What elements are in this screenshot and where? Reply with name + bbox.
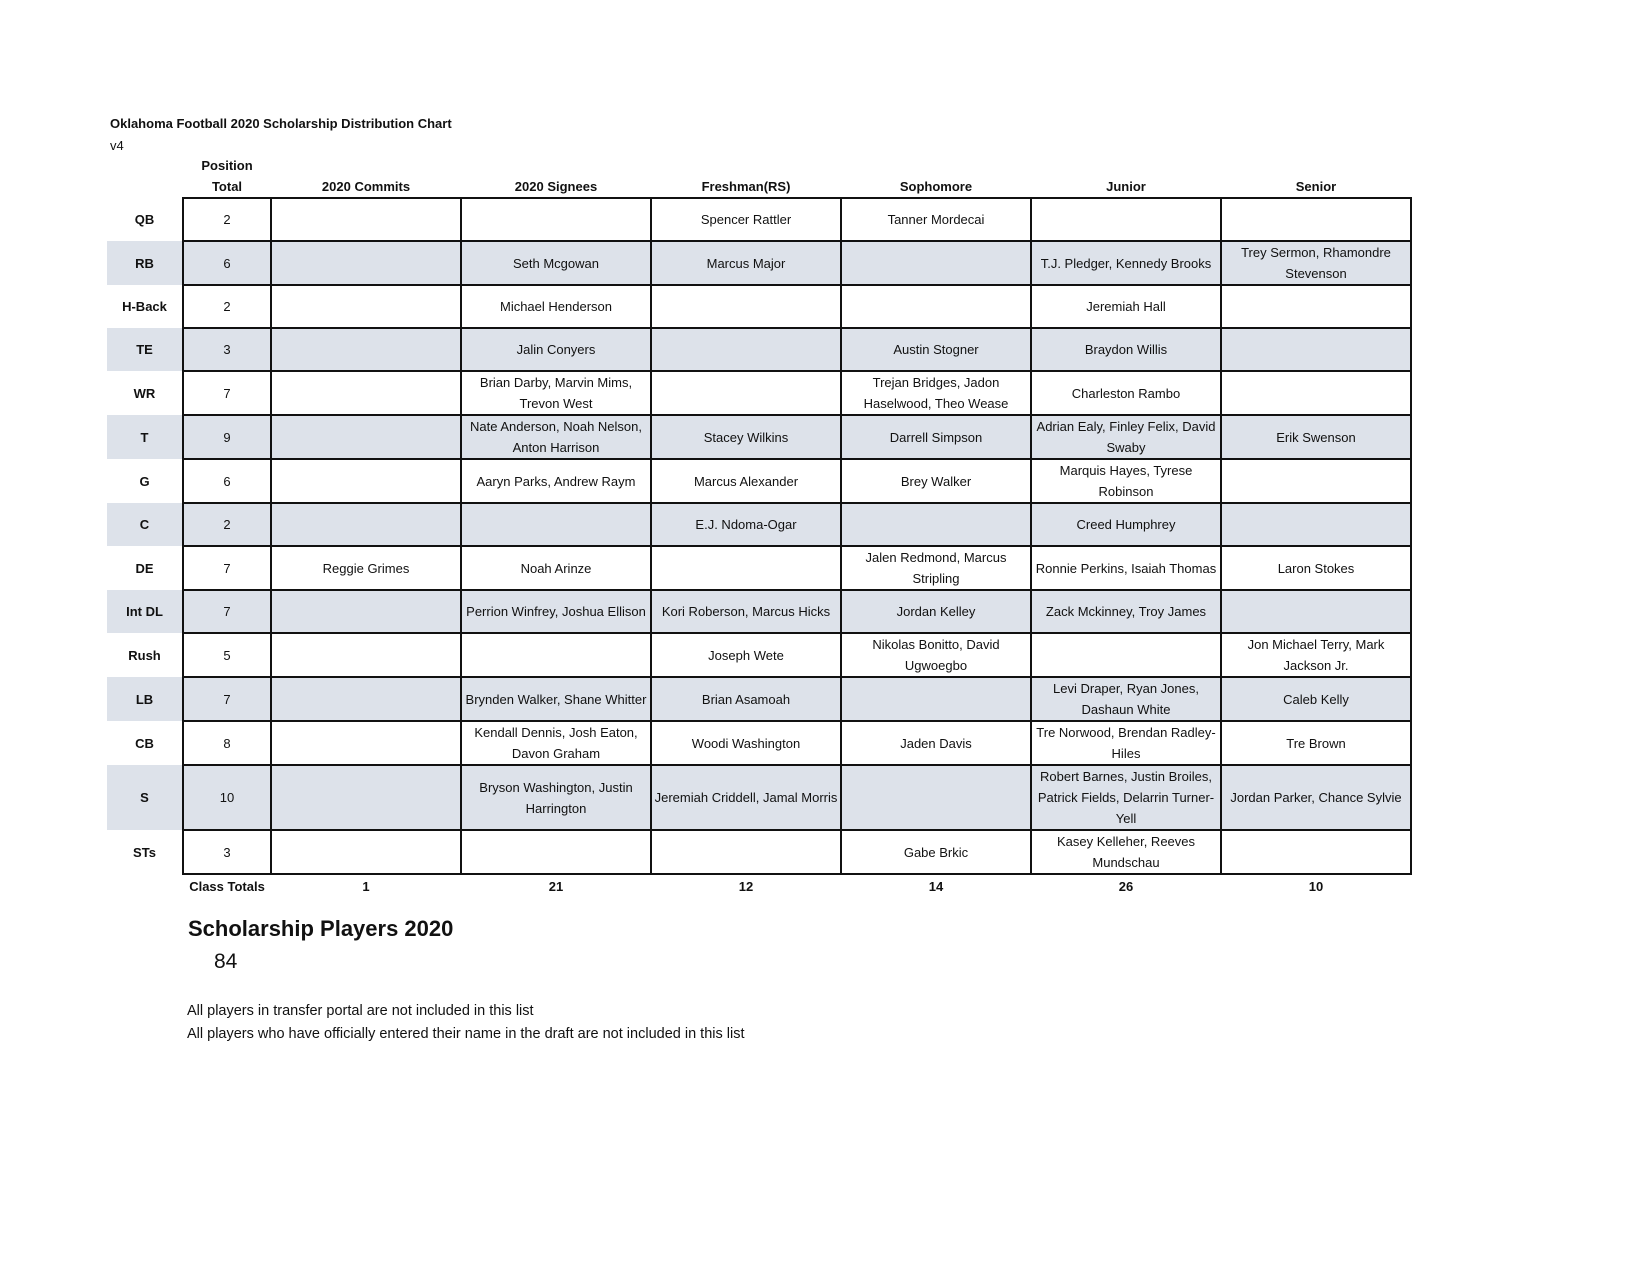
player-cell: Braydon Willis [1031, 328, 1221, 371]
player-cell [271, 677, 461, 721]
player-cell [271, 503, 461, 546]
player-cell: Robert Barnes, Justin Broiles, Patrick Fields, Delarrin Turner-Yell [1031, 765, 1221, 830]
player-cell [651, 285, 841, 328]
table-row [107, 721, 1411, 765]
player-cell [841, 677, 1031, 721]
player-cell [841, 503, 1031, 546]
player-cell [1221, 503, 1411, 546]
player-cell [271, 285, 461, 328]
player-cell: Kori Roberson, Marcus Hicks [651, 590, 841, 633]
player-cell: Zack Mckinney, Troy James [1031, 590, 1221, 633]
player-cell: Brey Walker [841, 459, 1031, 503]
player-cell: Reggie Grimes [271, 546, 461, 590]
player-cell [1221, 459, 1411, 503]
player-cell: Laron Stokes [1221, 546, 1411, 590]
column-header: 2020 Commits [321, 179, 411, 194]
class-total-value: 21 [548, 878, 564, 894]
table-row [107, 633, 1411, 677]
player-cell: Joseph Wete [651, 633, 841, 677]
player-cell: Michael Henderson [461, 285, 651, 328]
position-label: G [139, 473, 150, 489]
player-cell: Aaryn Parks, Andrew Raym [461, 459, 651, 503]
position-label: H-Back [122, 299, 167, 314]
position-total: 8 [183, 721, 271, 765]
player-cell: Austin Stogner [841, 328, 1031, 371]
player-cell: Charleston Rambo [1031, 371, 1221, 415]
player-cell: Marquis Hayes, Tyrese Robinson [1031, 459, 1221, 503]
table-row [107, 546, 1411, 590]
position-label: Int DL [107, 590, 183, 633]
player-cell [271, 415, 461, 459]
table-row [107, 677, 1411, 721]
position-total: 10 [183, 765, 271, 830]
player-cell: Noah Arinze [461, 546, 651, 590]
player-cell [271, 371, 461, 415]
player-cell [841, 285, 1031, 328]
player-cell: Marcus Major [651, 241, 841, 285]
player-cell [651, 371, 841, 415]
player-cell: Tanner Mordecai [841, 198, 1031, 241]
player-cell: Jordan Parker, Chance Sylvie [1221, 765, 1411, 830]
player-cell: Gabe Brkic [841, 830, 1031, 874]
column-header: 2020 Signees [514, 179, 598, 194]
player-cell: Kasey Kelleher, Reeves Mundschau [1031, 830, 1221, 874]
position-label: S [107, 765, 183, 830]
player-cell: Jordan Kelley [841, 590, 1031, 633]
player-cell [461, 633, 651, 677]
player-cell: Brian Asamoah [651, 677, 841, 721]
table-row [107, 285, 1411, 328]
position-label: Rush [128, 647, 161, 663]
scholarship-players-title: Scholarship Players 2020 [188, 916, 454, 941]
player-cell [651, 546, 841, 590]
player-cell [461, 503, 651, 546]
position-label: WR [133, 385, 156, 401]
player-cell: Ronnie Perkins, Isaiah Thomas [1031, 546, 1221, 590]
player-cell [271, 830, 461, 874]
position-label: C [107, 503, 183, 546]
version-label: v4 [110, 138, 124, 153]
position-label: CB [135, 735, 154, 751]
player-cell [461, 198, 651, 241]
position-total-header-line2: Total [211, 179, 243, 194]
player-cell [1221, 285, 1411, 328]
player-cell: Stacey Wilkins [651, 415, 841, 459]
player-cell [1031, 198, 1221, 241]
position-total: 7 [183, 590, 271, 633]
position-label: LB [107, 677, 183, 721]
player-cell: Jeremiah Hall [1031, 285, 1221, 328]
player-cell: Jaden Davis [841, 721, 1031, 765]
player-cell: Tre Brown [1221, 721, 1411, 765]
position-label: QB [134, 212, 155, 227]
player-cell: Trey Sermon, Rhamondre Stevenson [1221, 241, 1411, 285]
player-cell: T.J. Pledger, Kennedy Brooks [1031, 241, 1221, 285]
table-row [107, 241, 1411, 285]
player-cell: Seth Mcgowan [461, 241, 651, 285]
position-label: RB [107, 241, 183, 285]
player-cell: Nikolas Bonitto, David Ugwoegbo [841, 633, 1031, 677]
position-label: TE [107, 328, 183, 371]
player-cell [461, 830, 651, 874]
class-total-value: 14 [928, 878, 944, 894]
player-cell [271, 721, 461, 765]
player-cell: Levi Draper, Ryan Jones, Dashaun White [1031, 677, 1221, 721]
position-label: T [107, 415, 183, 459]
class-total-value: 26 [1118, 878, 1134, 894]
table-row [107, 590, 1411, 633]
position-label: STs [133, 844, 156, 860]
class-total-value: 10 [1308, 878, 1324, 894]
player-cell: Tre Norwood, Brendan Radley-Hiles [1031, 721, 1221, 765]
player-cell: Trejan Bridges, Jadon Haselwood, Theo Wease [841, 371, 1031, 415]
player-cell [651, 328, 841, 371]
position-total: 5 [183, 633, 271, 677]
scholarship-table [107, 155, 1412, 897]
column-header: Sophomore [899, 179, 973, 194]
player-cell: Caleb Kelly [1221, 677, 1411, 721]
table-row [107, 459, 1411, 503]
player-cell: Jeremiah Criddell, Jamal Morris [651, 765, 841, 830]
position-total: 2 [183, 285, 271, 328]
player-cell [1221, 371, 1411, 415]
position-total: 9 [183, 415, 271, 459]
player-cell [841, 765, 1031, 830]
player-cell: Nate Anderson, Noah Nelson, Anton Harrison [461, 415, 651, 459]
player-cell: Brian Darby, Marvin Mims, Trevon West [461, 371, 651, 415]
player-cell: Marcus Alexander [651, 459, 841, 503]
player-cell [271, 765, 461, 830]
table-row [107, 198, 1411, 241]
player-cell: Darrell Simpson [841, 415, 1031, 459]
class-total-value: 1 [362, 878, 370, 894]
table-row [107, 328, 1411, 371]
player-cell: Perrion Winfrey, Joshua Ellison [461, 590, 651, 633]
player-cell: Creed Humphrey [1031, 503, 1221, 546]
column-header: Junior [1106, 179, 1146, 194]
position-total: 3 [183, 328, 271, 371]
player-cell [1221, 328, 1411, 371]
player-cell [271, 590, 461, 633]
position-total: 2 [183, 503, 271, 546]
position-total: 7 [183, 371, 271, 415]
table-row [107, 765, 1411, 830]
player-cell [1221, 830, 1411, 874]
player-cell [841, 241, 1031, 285]
player-cell [271, 328, 461, 371]
note-transfer-portal: All players in transfer portal are not included in this list [187, 1003, 534, 1019]
player-cell [1221, 590, 1411, 633]
player-cell [1031, 633, 1221, 677]
position-total-header-line1: Position [201, 158, 253, 173]
column-header: Freshman(RS) [701, 179, 791, 194]
player-cell: Bryson Washington, Justin Harrington [461, 765, 651, 830]
player-cell: Kendall Dennis, Josh Eaton, Davon Graham [461, 721, 651, 765]
player-cell: Brynden Walker, Shane Whitter [461, 677, 651, 721]
table-row [107, 371, 1411, 415]
position-total: 7 [183, 546, 271, 590]
player-cell: Jon Michael Terry, Mark Jackson Jr. [1221, 633, 1411, 677]
column-header: Senior [1295, 179, 1337, 194]
table-row [107, 830, 1411, 874]
class-totals-label: Class Totals [189, 878, 265, 894]
player-cell [271, 241, 461, 285]
player-cell [1221, 198, 1411, 241]
player-cell: Spencer Rattler [651, 198, 841, 241]
player-cell: Jalen Redmond, Marcus Stripling [841, 546, 1031, 590]
player-cell [271, 459, 461, 503]
player-cell [271, 198, 461, 241]
position-total: 2 [183, 198, 271, 241]
scholarship-players-count: 84 [214, 950, 238, 973]
position-total: 7 [183, 677, 271, 721]
table-row [107, 503, 1411, 546]
position-total: 6 [183, 241, 271, 285]
position-label: DE [135, 560, 154, 576]
position-total: 6 [183, 459, 271, 503]
class-total-value: 12 [738, 878, 754, 894]
note-draft: All players who have officially entered their name in the draft are not included in this list [187, 1026, 745, 1042]
chart-title: Oklahoma Football 2020 Scholarship Distribution Chart [110, 116, 452, 131]
player-cell: Adrian Ealy, Finley Felix, David Swaby [1031, 415, 1221, 459]
player-cell: Woodi Washington [651, 721, 841, 765]
player-cell: Erik Swenson [1221, 415, 1411, 459]
player-cell: E.J. Ndoma-Ogar [651, 503, 841, 546]
table-row [107, 415, 1411, 459]
class-totals-row [107, 874, 1411, 897]
player-cell [651, 830, 841, 874]
position-total: 3 [183, 830, 271, 874]
player-cell [271, 633, 461, 677]
player-cell: Jalin Conyers [461, 328, 651, 371]
